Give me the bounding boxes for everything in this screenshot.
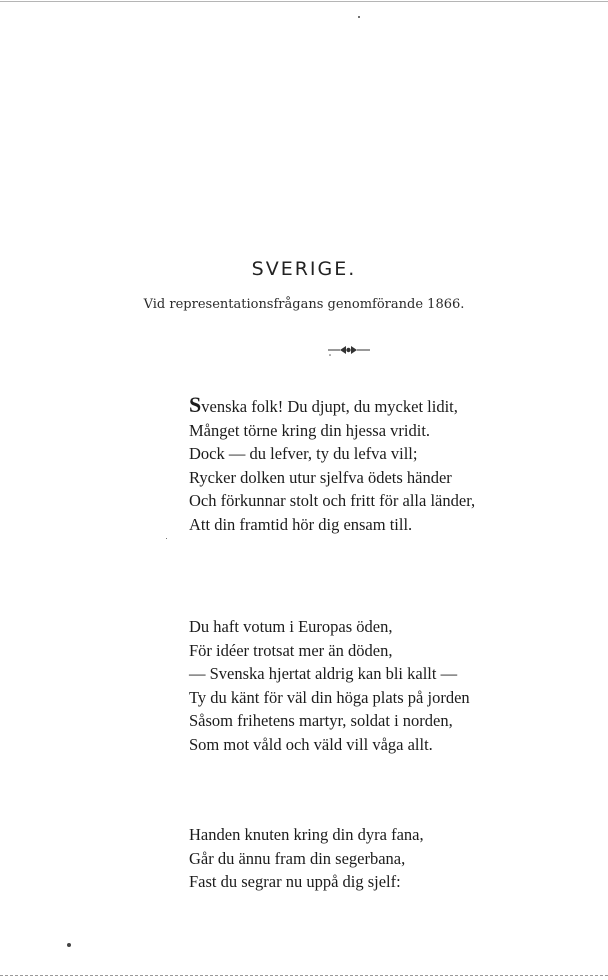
- stanza-2: [189, 615, 589, 757]
- poem-line: Handen knuten kring din dyra fana,: [189, 825, 424, 844]
- poem-line: Fast du segrar nu uppå dig sjelf:: [189, 872, 401, 892]
- poem-subtitle: Vid representationsfrågans genomförande 1866.: [143, 297, 465, 312]
- top-page-edge: [0, 1, 608, 2]
- poem-line: Som mot våld och väld vill våga allt.: [189, 734, 433, 754]
- paper-speck: [358, 16, 360, 18]
- poem-line: Månget törne kring din hjessa vridit.: [189, 420, 431, 440]
- drop-cap: S: [189, 392, 202, 417]
- ornament-divider-icon: [318, 340, 378, 360]
- poem-line: Går du ännu fram din segerbana,: [189, 848, 406, 868]
- bottom-page-edge: [0, 975, 608, 976]
- poem-line: Svenska folk! Du djupt, du mycket lidit,: [189, 392, 458, 417]
- poem-line: — Svenska hjertat aldrig kan bli kallt —: [189, 664, 458, 684]
- poem-line: Ty du känt för väl din höga plats på jorden: [189, 687, 470, 707]
- poem-line: Att din framtid hör dig ensam till.: [189, 514, 413, 534]
- paper-speck: [166, 538, 167, 539]
- poem-line: För idéer trotsat mer än döden,: [189, 640, 393, 660]
- stanza-1: [189, 394, 589, 537]
- poem-line: Såsom frihetens martyr, soldat i norden,: [189, 711, 453, 731]
- poem-line: Du haft votum i Europas öden,: [189, 617, 393, 636]
- stanza-3: [189, 823, 589, 894]
- poem-title: SVERIGE.: [251, 258, 357, 280]
- paper-speck: [67, 943, 71, 947]
- poem-line: Dock — du lefver, ty du lefva vill;: [189, 444, 418, 464]
- poem-line: Och förkunnar stolt och fritt för alla länder,: [189, 491, 476, 511]
- poem-line: Rycker dolken utur sjelfva ödets händer: [189, 467, 452, 487]
